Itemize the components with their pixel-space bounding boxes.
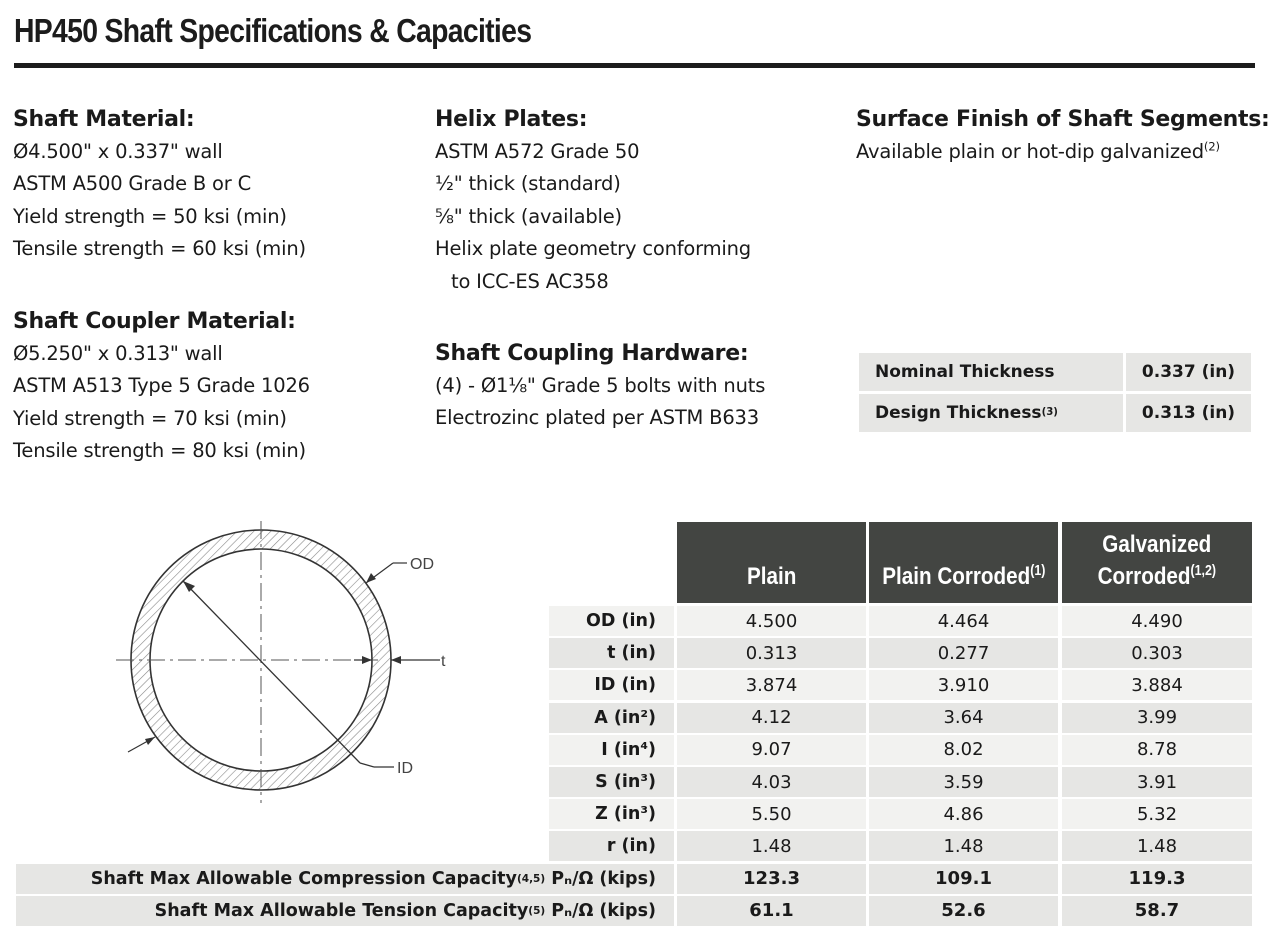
table-cell: 4.490 — [1062, 606, 1252, 636]
table-cell: 5.32 — [1062, 799, 1252, 829]
table-cell: 1.48 — [677, 831, 866, 861]
spec-line: ASTM A572 Grade 50 — [435, 140, 640, 163]
table-cell: 0.313 — [677, 638, 866, 668]
table-cell: 0.277 — [869, 638, 1058, 668]
row-label: A (in²) — [549, 703, 674, 733]
capacity-cell: 109.1 — [869, 864, 1058, 894]
surface-finish-block — [856, 104, 1270, 168]
column-header-plain-corroded: Plain Corroded$^{(1)}$ — [869, 522, 1058, 603]
shaft-material-heading: Shaft Material: — [13, 107, 195, 132]
spec-line: Ø4.500" x 0.337" wall — [13, 140, 223, 163]
surface-finish-heading: Surface Finish of Shaft Segments: — [856, 107, 1270, 132]
title-rule — [14, 63, 1255, 68]
table-cell: 3.874 — [677, 670, 866, 700]
table-cell: 3.884 — [1062, 670, 1252, 700]
table-cell: 4.500 — [677, 606, 866, 636]
shaft-cross-section-diagram — [100, 515, 480, 815]
thickness-table — [859, 353, 1251, 435]
coupling-hardware-heading: Shaft Coupling Hardware: — [435, 341, 749, 366]
capacity-cell: 119.3 — [1062, 864, 1252, 894]
capacity-cell: 52.6 — [869, 896, 1058, 926]
helix-plates-heading: Helix Plates: — [435, 107, 588, 132]
row-label: I (in⁴) — [549, 735, 674, 765]
spec-line: (4) - Ø1⅛" Grade 5 bolts with nuts — [435, 374, 766, 397]
design-thickness-label: Design Thickness (3) — [859, 394, 1123, 432]
table-cell: 3.91 — [1062, 767, 1252, 797]
page-title: HP450 Shaft Specifications & Capacities — [14, 12, 532, 49]
table-cell: 4.03 — [677, 767, 866, 797]
column-header-plain: Plain — [677, 522, 866, 603]
shaft-material-block — [13, 104, 306, 266]
row-label: ID (in) — [549, 670, 674, 700]
capacity-cell: 58.7 — [1062, 896, 1252, 926]
table-cell: 3.59 — [869, 767, 1058, 797]
table-cell: 4.86 — [869, 799, 1058, 829]
spec-line: Yield strength = 70 ksi (min) — [13, 406, 287, 430]
spec-line: ASTM A513 Type 5 Grade 1026 — [13, 374, 310, 398]
table-cell: 3.64 — [869, 703, 1058, 733]
table-cell: 9.07 — [677, 735, 866, 765]
id-label: ID — [397, 760, 413, 777]
spec-line: ASTM A500 Grade B or C — [13, 172, 251, 196]
coupling-hardware-block — [435, 338, 765, 435]
surface-finish-line: Available plain or hot-dip galvanized$^{(2)}$ — [856, 139, 1220, 163]
table-row — [859, 353, 1251, 391]
spec-line: Ø5.250" x 0.313" wall — [13, 342, 223, 365]
coupler-material-block — [13, 306, 310, 468]
spec-line: Tensile strength = 60 ksi (min) — [13, 237, 306, 261]
table-cell: 1.48 — [1062, 831, 1252, 861]
table-cell: 1.48 — [869, 831, 1058, 861]
table-cell: 5.50 — [677, 799, 866, 829]
nominal-thickness-label: Nominal Thickness — [859, 353, 1123, 391]
table-cell: 8.02 — [869, 735, 1058, 765]
spec-line: Yield strength = 50 ksi (min) — [13, 204, 287, 228]
spec-line: Electrozinc plated per ASTM B633 — [435, 406, 759, 430]
row-label: Z (in³) — [549, 799, 674, 829]
spec-line: ⅝" thick (available) — [435, 204, 622, 228]
table-cell: 3.99 — [1062, 703, 1252, 733]
capacity-cell: 123.3 — [677, 864, 866, 894]
row-label: OD (in) — [549, 606, 674, 636]
nominal-thickness-value: 0.337 (in) — [1126, 353, 1251, 391]
helix-plates-block — [435, 104, 751, 298]
spec-line: ½" thick (standard) — [435, 172, 621, 196]
row-label: t (in) — [549, 638, 674, 668]
design-thickness-value: 0.313 (in) — [1126, 394, 1251, 432]
t-label: t — [441, 653, 446, 670]
capacity-cell: 61.1 — [677, 896, 866, 926]
table-cell: 4.12 — [677, 703, 866, 733]
od-label: OD — [410, 556, 434, 573]
spec-line: Helix plate geometry conforming — [435, 237, 751, 261]
capacity-row-label: Shaft Max Allowable Tension Capacity (5) Pₙ/Ω (kips) — [16, 896, 674, 926]
coupler-material-heading: Shaft Coupler Material: — [13, 309, 296, 334]
table-cell: 0.303 — [1062, 638, 1252, 668]
capacity-row-label: Shaft Max Allowable Compression Capacity (4,5) Pₙ/Ω (kips) — [16, 864, 674, 894]
column-header-galvanized-corroded: Galvanized Corroded$^{(1,2)}$ — [1062, 522, 1252, 603]
row-label: r (in) — [549, 831, 674, 861]
spec-line: to ICC-ES AC358 — [451, 269, 609, 293]
table-cell: 4.464 — [869, 606, 1058, 636]
table-cell: 8.78 — [1062, 735, 1252, 765]
footnote-ref: (2) — [1203, 139, 1220, 154]
spec-line: Tensile strength = 80 ksi (min) — [13, 439, 306, 463]
table-row — [859, 394, 1251, 432]
row-label: S (in³) — [549, 767, 674, 797]
table-cell: 3.910 — [869, 670, 1058, 700]
